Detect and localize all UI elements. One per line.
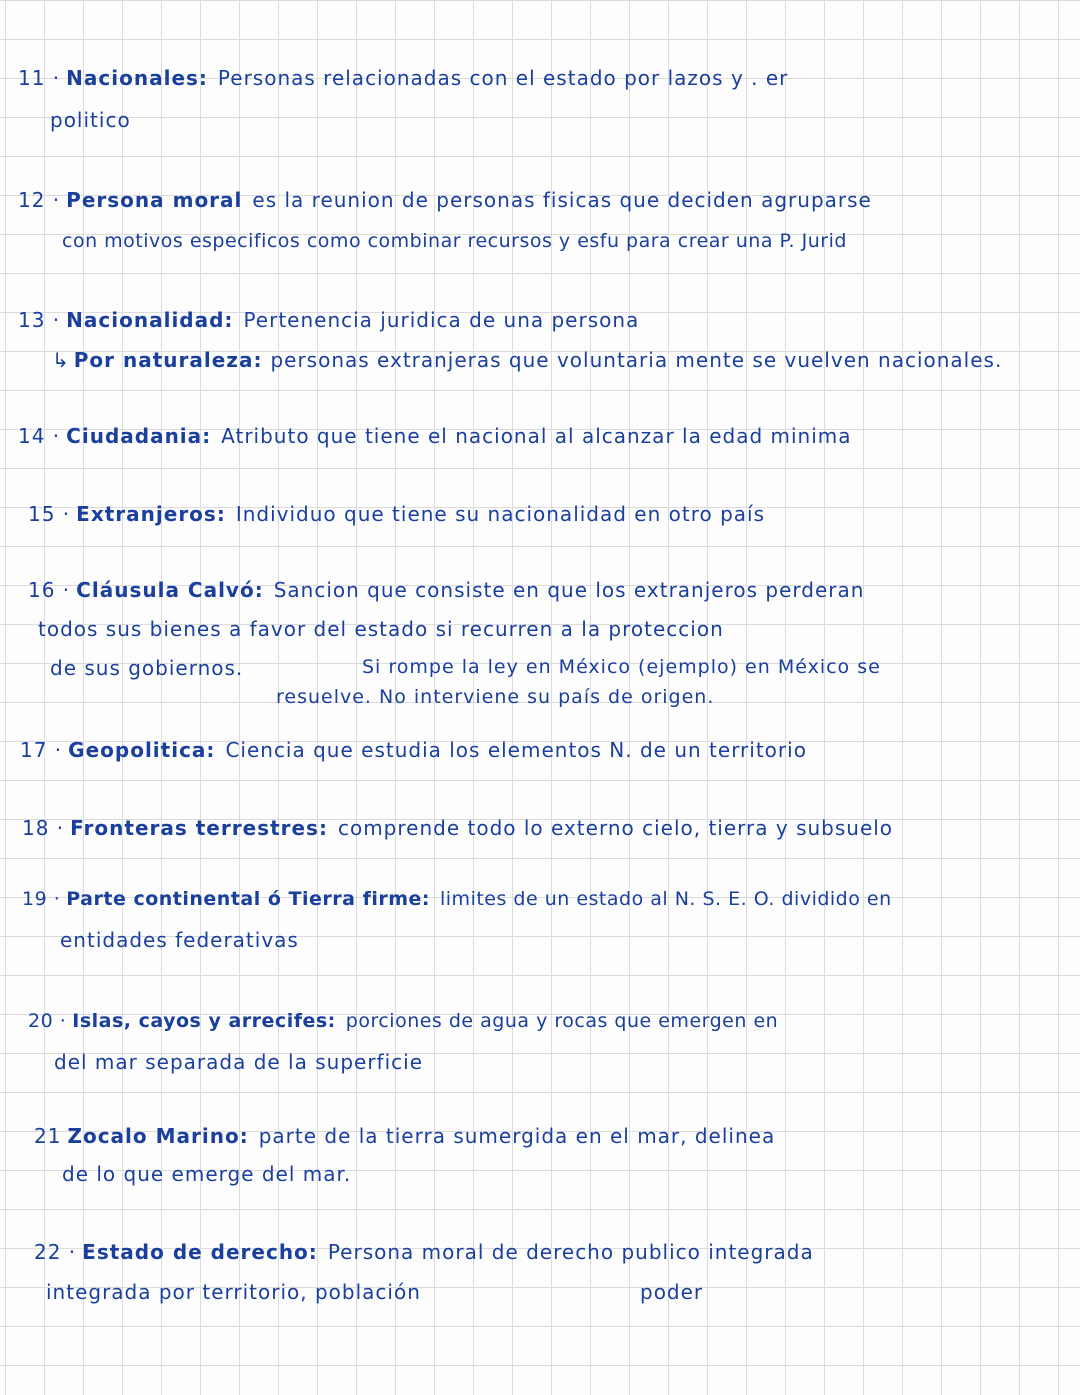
entry-number: 15 · xyxy=(28,502,71,526)
entry-18-line-1 xyxy=(22,816,893,840)
entry-term: Geopolitica: xyxy=(68,738,216,762)
entry-22-line-2: integrada por territorio, población xyxy=(46,1280,421,1304)
entry-number: 16 · xyxy=(28,578,71,602)
entry-term: Estado de derecho: xyxy=(82,1240,318,1264)
entry-text: porciones de agua y rocas que emergen en xyxy=(345,1010,779,1032)
entry-text: Sancion que consiste en que los extranjeros perderan xyxy=(273,578,865,602)
entry-number: 21 xyxy=(34,1124,62,1148)
entry-term: Fronteras terrestres: xyxy=(70,816,328,840)
entry-21-line-1 xyxy=(34,1124,775,1148)
entry-number: 14 · xyxy=(18,424,61,448)
entry-16-note-1: Si rompe la ley en México (ejemplo) en México se xyxy=(362,656,881,678)
entry-16-line-3: de sus gobiernos. xyxy=(50,656,244,680)
sub-text: personas extranjeras que voluntaria mente se vuelven nacionales. xyxy=(270,348,1003,372)
entry-19-line-2: entidades federativas xyxy=(60,928,299,952)
entry-13-line-1 xyxy=(18,308,639,332)
entry-11-line-2: politico xyxy=(50,108,131,132)
entry-text: Individuo que tiene su nacionalidad en otro país xyxy=(235,502,766,526)
entry-22-line-1 xyxy=(34,1240,814,1264)
entry-term: Persona moral xyxy=(66,188,243,212)
entry-term: Extranjeros: xyxy=(76,502,226,526)
entry-text: Ciencia que estudia los elementos N. de un territorio xyxy=(225,738,807,762)
entry-term: Parte continental ó Tierra firme: xyxy=(66,888,430,910)
entry-text: Atributo que tiene el nacional al alcanzar la edad minima xyxy=(221,424,852,448)
entry-14-line-1 xyxy=(18,424,852,448)
sub-term: Por naturaleza: xyxy=(73,348,263,372)
entry-term: Nacionales: xyxy=(66,66,208,90)
entry-15-line-1 xyxy=(28,502,765,526)
entry-number: 11 · xyxy=(18,66,61,90)
entry-text: Personas relacionadas con el estado por lazos y . er xyxy=(217,66,789,90)
entry-text: Pertenencia juridica de una persona xyxy=(243,308,640,332)
entry-12-line-2: con motivos especificos como combinar recursos y esfu para crear una P. Jurid xyxy=(62,230,847,252)
entry-number: 13 · xyxy=(18,308,61,332)
entry-text: es la reunion de personas fisicas que deciden agruparse xyxy=(252,188,872,212)
entry-20-line-1 xyxy=(28,1010,778,1032)
entry-number: 22 · xyxy=(34,1240,77,1264)
entry-text: parte de la tierra sumergida en el mar, delinea xyxy=(258,1124,776,1148)
entry-21-line-2: de lo que emerge del mar. xyxy=(62,1162,352,1186)
entry-number: 19 · xyxy=(22,888,61,910)
entry-term: Nacionalidad: xyxy=(66,308,234,332)
entry-11-line-1 xyxy=(18,66,788,90)
entry-text: limites de un estado al N. S. E. O. dividido en xyxy=(440,888,892,910)
entry-number: 17 · xyxy=(20,738,63,762)
entry-text: comprende todo lo externo cielo, tierra y subsuelo xyxy=(337,816,894,840)
arrow-icon: ↳ xyxy=(52,348,70,372)
entry-number: 18 · xyxy=(22,816,65,840)
entry-term: Islas, cayos y arrecifes: xyxy=(72,1010,336,1032)
entry-13-subline xyxy=(52,348,1002,372)
entry-text: Persona moral de derecho publico integrada xyxy=(327,1240,814,1264)
entry-16-line-1 xyxy=(28,578,864,602)
entry-16-line-2: todos sus bienes a favor del estado si recurren a la proteccion xyxy=(38,617,724,641)
entry-12-line-1 xyxy=(18,188,872,212)
entry-16-note-2: resuelve. No interviene su país de origen. xyxy=(276,686,715,708)
entry-17-line-1 xyxy=(20,738,807,762)
entry-number: 20 · xyxy=(28,1010,67,1032)
entry-term: Ciudadania: xyxy=(66,424,212,448)
entry-term: Cláusula Calvó: xyxy=(76,578,264,602)
entry-term: Zocalo Marino: xyxy=(67,1124,249,1148)
entry-22-line-3: poder xyxy=(640,1280,704,1304)
entry-number: 12 · xyxy=(18,188,61,212)
entry-19-line-1 xyxy=(22,888,892,910)
entry-20-line-2: del mar separada de la superficie xyxy=(54,1050,423,1074)
